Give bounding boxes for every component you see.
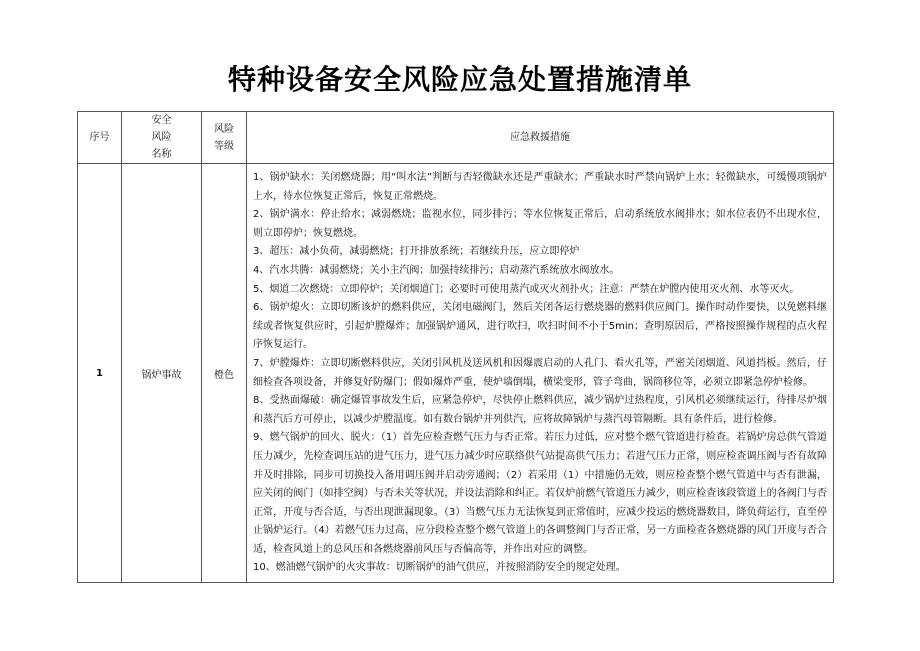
header-risk-name-line: 安全	[151, 115, 172, 126]
header-measures: 应急救援措施	[247, 112, 834, 164]
header-risk-level-line: 风险	[214, 123, 234, 135]
header-risk-name-line: 名称	[151, 149, 172, 160]
measure-item: 6、锅炉熄火：立即切断该炉的燃料供应，关闭电磁阀门，然后关闭各运行燃烧器的燃料供应阀门。操作时动作要快，以免燃料继续或者恢复供应时，引起炉膛爆炸；加强锅炉通风，进行吹扫，吹扫时间不小于5min；查明原因后，严格按照操作规程的点火程序恢复运行。	[253, 302, 827, 351]
row-measures	[247, 164, 834, 583]
page-title: 特种设备安全风险应急处置措施清单	[227, 63, 692, 96]
measure-item: 2、锅炉满水：停止给水；减弱燃烧；监视水位，同步排污；等水位恢复正常后，启动系统放水阀排水；如水位表仍不出现水位，则立即停炉；恢复燃烧。	[253, 209, 827, 239]
row-seq: 1	[78, 164, 122, 583]
measure-item: 1、锅炉缺水：关闭燃烧器；用“叫水法”判断与否轻微缺水还是严重缺水；严重缺水时严禁向锅炉上水；轻微缺水，可缓慢项锅炉上水，待水位恢复正常后，恢复正常燃烧。	[253, 172, 827, 202]
table-header-row	[78, 112, 834, 164]
risk-measures-table	[77, 111, 834, 583]
measure-item: 9、燃气锅炉的回火、脱火：（1）首先应检查燃气压力与否正常。若压力过低，应对整个燃气管道进行检查。若锅炉房总供气管道压力减少，先检查调压站的进气压力，进气压力减少时应联络供气站提高供气压力；若进气压力正常，则应检查调压阀与否有故障并及时排除，同步可切换投入备用调压阀并启动旁通阀；（2）若采用（1）中措施仍无效，则应检查整个燃气管道中与否有泄漏，应关闭的阀门（如排空阀）与否未关等状况，并设法消除和纠正。若仅炉前燃气管道压力减少，则应检查该段管道上的各阀门与否正常，开度与否合适，与否出现泄漏现象。（3）当燃气压力无法恢复到正常值时，应减少投运的燃烧器数目，降负荷运行，直至停止锅炉运行。（4）若燃气压力过高，应分段检查整个燃气管道上的各调整阀门与否正常，另一方面检查各燃烧器的风门开度与否合适，检查风道上的总风压和各燃烧器前风压与否偏高等，并作出对应的调整。	[253, 432, 827, 555]
measure-item: 10、燃油燃气锅炉的火灾事故：切断锅炉的油气供应，并按照消防安全的规定处理。	[253, 562, 626, 574]
header-seq: 序号	[78, 112, 122, 164]
measure-item: 3、超压：减小负荷，减弱燃烧；打开排放系统；若继续升压，应立即停炉	[253, 246, 580, 258]
row-risk-level: 橙色	[202, 164, 247, 583]
header-risk-name-line: 风险	[151, 132, 172, 143]
header-risk-name	[122, 112, 202, 164]
measure-item: 7、炉膛爆炸：立即切断燃料供应，关闭引风机及送风机和因爆震启动的人孔门、看火孔等，严密关闭烟道、风道挡板。然后，仔细检查各项设备，并修复好防爆门；假如爆炸严重，使炉墙倒塌，横梁变形，管子弯曲，锅筒移位等，必须立即紧急停炉检修。	[253, 357, 827, 388]
header-risk-level	[202, 112, 247, 164]
table-row	[78, 164, 834, 583]
measure-item: 8、受热面爆破：确定爆管事故发生后，应紧急停炉，尽快停止燃料供应，减少锅炉过热程度，引风机必须继续运行，待排尽炉烟和蒸汽后方可停止，以减少炉膛温度。如有数台锅炉并列供汽，应将故障锅炉与蒸汽母管隔断。具有条件后，进行检修。	[253, 395, 827, 425]
measure-item: 5、烟道二次燃烧：立即停炉；关闭烟道门；必要时可使用蒸汽或灭火剂扑火；注意：严禁在炉膛内使用灭火剂、水等灭火。	[253, 283, 800, 295]
measure-item: 4、汽水共腾：减弱燃烧；关小主汽阀；加强持续排污；启动蒸汽系统放水阀放水。	[253, 264, 620, 276]
header-risk-level-line: 等级	[214, 140, 234, 152]
row-risk-name: 锅炉事故	[122, 164, 202, 583]
